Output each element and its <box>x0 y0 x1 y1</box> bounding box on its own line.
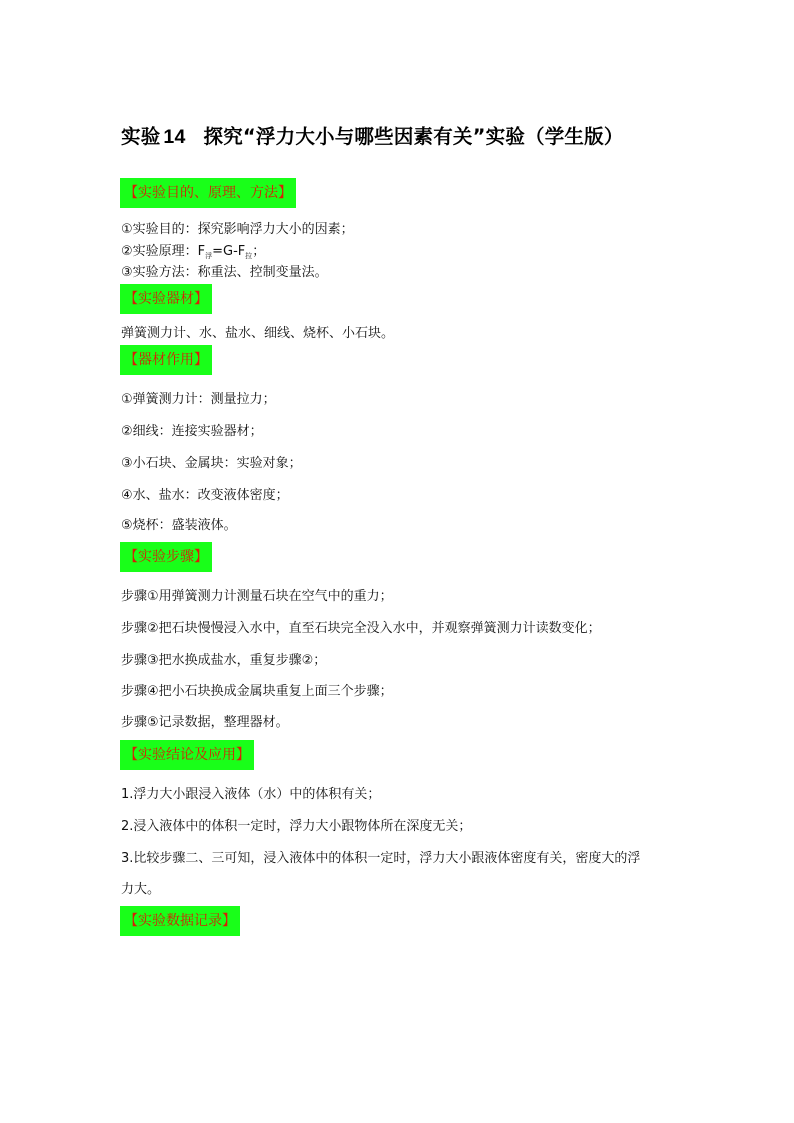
step-item: 步骤①用弹簧测力计测量石块在空气中的重力； <box>121 589 393 604</box>
purpose-line-2 <box>121 240 265 259</box>
section-header-equipment: 【实验器材】 <box>120 284 212 314</box>
title-number: 14 <box>163 126 186 148</box>
principle-formula: =G-F <box>212 244 246 259</box>
step-item: 步骤⑤记录数据，整理器材。 <box>121 715 289 730</box>
role-item: ④水、盐水：改变液体密度； <box>121 488 289 503</box>
principle-end: ； <box>252 244 266 259</box>
role-item: ①弹簧测力计：测量拉力； <box>121 392 276 407</box>
purpose-line-3: ③实验方法：称重法、控制变量法。 <box>121 265 328 280</box>
section-header-record: 【实验数据记录】 <box>120 906 240 936</box>
role-item: ⑤烧杯：盛装液体。 <box>121 518 237 533</box>
step-item: 步骤④把小石块换成金属块重复上面三个步骤； <box>121 684 393 699</box>
role-item: ②细线：连接实验器材； <box>121 424 263 439</box>
step-item: 步骤③把水换成盐水，重复步骤②； <box>121 653 327 668</box>
conclusion-item-continued: 力大。 <box>121 882 161 897</box>
principle-text: ②实验原理：F <box>121 244 206 259</box>
step-item: 步骤②把石块慢慢浸入水中，直至石块完全没入水中，并观察弹簧测力计读数变化； <box>121 621 601 636</box>
principle-subscript-pull: 拉 <box>245 252 253 260</box>
purpose-line-1: ①实验目的：探究影响浮力大小的因素； <box>121 222 354 237</box>
role-item: ③小石块、金属块：实验对象； <box>121 456 302 471</box>
section-header-roles: 【器材作用】 <box>120 345 212 375</box>
section-header-steps: 【实验步骤】 <box>120 542 212 572</box>
page-title <box>121 121 624 149</box>
principle-subscript-buoyancy: 浮 <box>205 252 213 260</box>
title-prefix: 实验 <box>121 125 161 148</box>
title-text: 探究“浮力大小与哪些因素有关”实验（学生版） <box>203 125 624 148</box>
section-header-purpose: 【实验目的、原理、方法】 <box>120 178 296 208</box>
conclusion-item: 3.比较步骤二、三可知，浸入液体中的体积一定时，浮力大小跟液体密度有关，密度大的浮 <box>121 851 641 866</box>
conclusion-item: 2.浸入液体中的体积一定时，浮力大小跟物体所在深度无关； <box>121 819 472 834</box>
conclusion-item: 1.浮力大小跟浸入液体（水）中的体积有关； <box>121 787 381 802</box>
equipment-line-1: 弹簧测力计、水、盐水、细线、烧杯、小石块。 <box>121 326 395 341</box>
section-header-conclusion: 【实验结论及应用】 <box>120 740 254 770</box>
